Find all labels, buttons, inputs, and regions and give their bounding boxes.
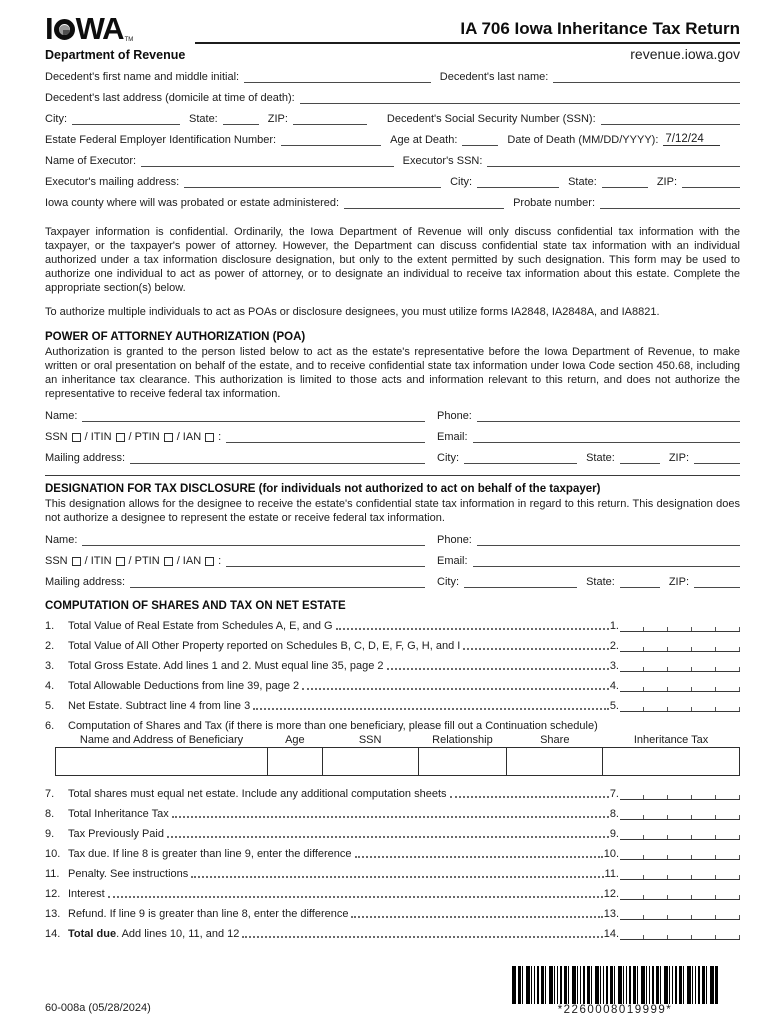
poa-id-itin-label: / ITIN xyxy=(84,431,112,443)
col-header-age: Age xyxy=(285,734,305,746)
line-number-right: 14. xyxy=(603,928,619,940)
poa-city-label: City: xyxy=(437,452,459,464)
line-4-amount-field[interactable] xyxy=(620,681,740,692)
line-number-right: 10. xyxy=(603,848,619,860)
dot-leader xyxy=(172,816,609,818)
line-label: . Add lines 10, 11, and 12 xyxy=(116,928,240,940)
disclosure-name-label: Name: xyxy=(45,534,78,546)
fein-label: Estate Federal Employer Identification Number: xyxy=(45,134,277,146)
confidentiality-paragraph: Taxpayer information is confidential. Ordinarily, the Iowa Department of Revenue will only discuss confidential tax information with the taxpayer, or the taxpayer's power of attorney. However, the Department can discuss confidential state tax information with an individual authorized under a tax information disclosure designation, but only to the extent permitted by such designation. This form may be used to authorize one individual to act as power of attorney, or to designate an individual to receive tax information about this estate. Complete the appropriate section(s) below. xyxy=(45,226,740,294)
line-number: 12. xyxy=(45,888,61,900)
dot-leader xyxy=(108,896,603,898)
disclosure-city-label: City: xyxy=(437,576,459,588)
executor-zip-field[interactable] xyxy=(682,177,740,188)
line-number-right: 2. xyxy=(609,640,619,652)
line-number: 13. xyxy=(45,908,61,920)
computation-line-2 xyxy=(45,640,740,652)
computation-line-14 xyxy=(45,928,740,940)
dot-leader xyxy=(302,688,609,690)
line-8-amount-field[interactable] xyxy=(620,809,740,820)
department-name: Department of Revenue xyxy=(45,48,186,62)
poa-state-label: State: xyxy=(586,452,615,464)
disclosure-state-label: State: xyxy=(586,576,615,588)
executor-ssn-label: Executor's SSN: xyxy=(402,155,483,167)
section-divider xyxy=(45,475,740,476)
disclosure-mailing-row xyxy=(45,576,740,588)
poa-id-number-field[interactable] xyxy=(226,432,425,443)
fein-death-row xyxy=(45,134,740,146)
dot-leader xyxy=(253,708,609,710)
county-field[interactable] xyxy=(344,198,504,209)
disclosure-ian-checkbox[interactable] xyxy=(205,557,214,566)
decedent-address-row xyxy=(45,92,740,104)
executor-city-field[interactable] xyxy=(477,177,559,188)
poa-city-field[interactable] xyxy=(464,453,577,464)
line-label: Total Gross Estate. Add lines 1 and 2. Must equal line 35, page 2 xyxy=(68,660,384,672)
executor-state-field[interactable] xyxy=(602,177,648,188)
decedent-first-name-field[interactable] xyxy=(244,72,431,83)
line-number-right: 8. xyxy=(609,808,619,820)
line-label: Tax due. If line 8 is greater than line 9, enter the difference xyxy=(68,848,352,860)
disclosure-id-row xyxy=(45,555,740,567)
computation-line-3 xyxy=(45,660,740,672)
disclosure-zip-field[interactable] xyxy=(694,577,740,588)
line-number: 3. xyxy=(45,660,55,672)
poa-ssn-checkbox[interactable] xyxy=(72,433,81,442)
disclosure-itin-checkbox[interactable] xyxy=(116,557,125,566)
disclosure-email-field[interactable] xyxy=(473,556,740,567)
line-1-amount-field[interactable] xyxy=(620,621,740,632)
header xyxy=(45,12,740,62)
line-13-amount-field[interactable] xyxy=(620,909,740,920)
executor-city-label: City: xyxy=(450,176,473,188)
fein-field[interactable] xyxy=(281,135,381,146)
computation-line-13 xyxy=(45,908,740,920)
poa-phone-label: Phone: xyxy=(437,410,472,422)
header-divider xyxy=(195,42,740,44)
line-2-amount-field[interactable] xyxy=(620,641,740,652)
line-number-right: 13. xyxy=(603,908,619,920)
line-11-amount-field[interactable] xyxy=(620,869,740,880)
disclosure-zip-label: ZIP: xyxy=(668,576,689,588)
barcode-icon xyxy=(512,966,718,1004)
poa-zip-label: ZIP: xyxy=(668,452,689,464)
disclosure-name-field[interactable] xyxy=(82,535,425,546)
disclosure-mailing-field[interactable] xyxy=(130,577,425,588)
poa-phone-field[interactable] xyxy=(477,411,740,422)
disclosure-ptin-checkbox[interactable] xyxy=(164,557,173,566)
dot-leader xyxy=(167,836,609,838)
computation-line-5 xyxy=(45,700,740,712)
line-number: 6. xyxy=(45,720,55,732)
line-10-amount-field[interactable] xyxy=(620,849,740,860)
dot-leader xyxy=(387,668,609,670)
disclosure-phone-field[interactable] xyxy=(477,535,740,546)
poa-mailing-row xyxy=(45,452,740,464)
computation-line-1 xyxy=(45,620,740,632)
poa-name-label: Name: xyxy=(45,410,78,422)
line-label: Net Estate. Subtract line 4 from line 3 xyxy=(68,700,251,712)
footer xyxy=(45,966,740,1016)
executor-address-label: Executor's mailing address: xyxy=(45,176,180,188)
poa-id-colon: : xyxy=(218,431,222,443)
form-number: 60-008a (05/28/2024) xyxy=(45,1002,151,1014)
logo-letters-wa: WA xyxy=(75,11,124,46)
beneficiary-relationship-cell[interactable] xyxy=(418,748,507,776)
poa-ian-checkbox[interactable] xyxy=(205,433,214,442)
probate-number-label: Probate number: xyxy=(513,197,595,209)
computation-line-7 xyxy=(45,788,740,800)
col-header-relationship: Relationship xyxy=(432,734,493,746)
disclosure-id-itin-label: / ITIN xyxy=(84,555,112,567)
col-header-inheritance-tax: Inheritance Tax xyxy=(633,734,709,746)
line-number-right: 1. xyxy=(609,620,619,632)
computation-line-11 xyxy=(45,868,740,880)
executor-state-label: State: xyxy=(568,176,597,188)
line-label: Total shares must equal net estate. Include any additional computation sheets xyxy=(68,788,447,800)
line-12-amount-field[interactable] xyxy=(620,889,740,900)
decedent-address-field[interactable] xyxy=(300,93,740,104)
line-number-right: 4. xyxy=(609,680,619,692)
line-label: Refund. If line 9 is greater than line 8, enter the difference xyxy=(68,908,349,920)
probate-number-field[interactable] xyxy=(600,198,740,209)
poa-email-label: Email: xyxy=(437,431,468,443)
line-7-amount-field[interactable] xyxy=(620,789,740,800)
line-number-right: 9. xyxy=(609,828,619,840)
beneficiary-age-cell[interactable] xyxy=(268,748,323,776)
executor-address-field[interactable] xyxy=(184,177,441,188)
disclosure-id-ptin-label: / PTIN xyxy=(128,555,160,567)
header-right xyxy=(195,19,740,62)
dot-leader xyxy=(355,856,603,858)
line-number: 11. xyxy=(45,868,60,880)
decedent-city-ssn-row xyxy=(45,113,740,125)
poa-section-body: Authorization is granted to the person listed below to act as the estate's representative before the Iowa Department of Revenue, to make written or oral presentation on behalf of the estate, and to receive confidential state tax information under Iowa Code section 450.68, including an inheritance tax clearance. This authorization is limited to those acts and information relevant to this return, and does not authorize the representative to receive federal tax information. xyxy=(45,346,740,400)
trademark-mark: TM xyxy=(124,37,134,43)
disclosure-id-colon: : xyxy=(218,555,222,567)
decedent-last-name-label: Decedent's last name: xyxy=(439,71,549,83)
line-number: 1. xyxy=(45,620,55,632)
poa-id-row xyxy=(45,431,740,443)
disclosure-state-field[interactable] xyxy=(620,577,660,588)
disclosure-section-body: This designation allows for the designee to receive the estate's confidential state tax information in regard to this return. This designation does not authorize a designee to represent the estate or receive federal tax information. xyxy=(45,498,740,524)
multiple-poa-paragraph: To authorize multiple individuals to act as POAs or disclosure designees, you must utilize forms IA2848, IA2848A, and IA8821. xyxy=(45,306,660,318)
poa-email-field[interactable] xyxy=(473,432,740,443)
line-number-right: 12. xyxy=(603,888,619,900)
decedent-address-label: Decedent's last address (domicile at time of death): xyxy=(45,92,295,104)
date-of-death-label: Date of Death (MM/DD/YYYY): xyxy=(507,134,659,146)
executor-name-field[interactable] xyxy=(141,156,394,167)
line-label: Total Value of Real Estate from Schedules A, E, and G xyxy=(68,620,333,632)
poa-section-heading: POWER OF ATTORNEY AUTHORIZATION (POA) xyxy=(45,331,306,343)
line-number: 8. xyxy=(45,808,55,820)
line-label: Total Allowable Deductions from line 39, page 2 xyxy=(68,680,300,692)
col-header-name-address: Name and Address of Beneficiary xyxy=(79,734,244,746)
poa-ptin-checkbox[interactable] xyxy=(164,433,173,442)
county-probate-row xyxy=(45,197,740,209)
beneficiary-tax-cell[interactable] xyxy=(603,748,740,776)
website-url: revenue.iowa.gov xyxy=(630,46,740,62)
dot-leader xyxy=(336,628,609,630)
disclosure-mailing-label: Mailing address: xyxy=(45,576,126,588)
decedent-first-name-label: Decedent's first name and middle initial: xyxy=(45,71,240,83)
decedent-state-field[interactable] xyxy=(223,114,259,125)
barcode-text: *2260008019999* xyxy=(557,1004,673,1016)
decedent-ssn-field[interactable] xyxy=(601,114,740,125)
zip-label: ZIP: xyxy=(267,113,288,125)
poa-state-field[interactable] xyxy=(620,453,660,464)
line-9-amount-field[interactable] xyxy=(620,829,740,840)
dot-leader xyxy=(351,916,602,918)
disclosure-id-number-field[interactable] xyxy=(226,556,425,567)
computation-line-6 xyxy=(45,720,740,732)
disclosure-name-row xyxy=(45,534,740,546)
line-number: 2. xyxy=(45,640,55,652)
poa-itin-checkbox[interactable] xyxy=(116,433,125,442)
line-14-amount-field[interactable] xyxy=(620,929,740,940)
poa-id-ssn-label: SSN xyxy=(45,431,68,443)
disclosure-id-ian-label: / IAN xyxy=(176,555,202,567)
decedent-last-name-field[interactable] xyxy=(553,72,740,83)
line-label: Penalty. See instructions xyxy=(68,868,189,880)
line-number: 10. xyxy=(45,848,61,860)
line-label: Total Value of All Other Property reported on Schedules B, C, D, E, F, G, H, and I xyxy=(68,640,461,652)
line-number-right: 3. xyxy=(609,660,619,672)
line-label: Total Inheritance Tax xyxy=(68,808,169,820)
line-number: 7. xyxy=(45,788,55,800)
line-label: Tax Previously Paid xyxy=(68,828,164,840)
col-header-ssn: SSN xyxy=(358,734,382,746)
disclosure-phone-label: Phone: xyxy=(437,534,472,546)
dot-leader xyxy=(450,796,609,798)
form-title: IA 706 Iowa Inheritance Tax Return xyxy=(460,19,740,38)
line-number-right: 5. xyxy=(609,700,619,712)
decedent-name-row xyxy=(45,71,740,83)
age-at-death-label: Age at Death: xyxy=(390,134,458,146)
line-label: Interest xyxy=(68,888,105,900)
barcode-block xyxy=(512,966,718,1016)
executor-address-row xyxy=(45,176,740,188)
line-number: 14. xyxy=(45,928,61,940)
state-label: State: xyxy=(189,113,218,125)
computation-line-8 xyxy=(45,808,740,820)
line-number: 5. xyxy=(45,700,55,712)
disclosure-section-heading: DESIGNATION FOR TAX DISCLOSURE (for individuals not authorized to act on behalf of the taxpayer) xyxy=(45,483,601,495)
disclosure-id-ssn-label: SSN xyxy=(45,555,68,567)
dot-leader xyxy=(463,648,608,650)
col-header-share: Share xyxy=(540,734,570,746)
executor-name-label: Name of Executor: xyxy=(45,155,137,167)
line-5-amount-field[interactable] xyxy=(620,701,740,712)
age-at-death-field[interactable] xyxy=(462,135,498,146)
dot-leader xyxy=(242,936,602,938)
decedent-city-field[interactable] xyxy=(72,114,180,125)
decedent-ssn-label: Decedent's Social Security Number (SSN): xyxy=(386,113,596,125)
county-label: Iowa county where will was probated or estate administered: xyxy=(45,197,340,209)
poa-name-field[interactable] xyxy=(82,411,425,422)
beneficiary-table-row xyxy=(56,748,740,776)
executor-ssn-field[interactable] xyxy=(487,156,740,167)
executor-zip-label: ZIP: xyxy=(656,176,677,188)
beneficiary-ssn-cell[interactable] xyxy=(322,748,418,776)
iowa-dome-icon xyxy=(54,19,75,40)
beneficiary-share-cell[interactable] xyxy=(507,748,603,776)
poa-zip-field[interactable] xyxy=(694,453,740,464)
poa-name-row xyxy=(45,410,740,422)
line-number-right: 7. xyxy=(609,788,619,800)
poa-id-ian-label: / IAN xyxy=(176,431,202,443)
poa-mailing-label: Mailing address: xyxy=(45,452,126,464)
computation-section-heading: COMPUTATION OF SHARES AND TAX ON NET ESTATE xyxy=(45,600,346,612)
computation-line-4 xyxy=(45,680,740,692)
logo-letter-i: I xyxy=(45,11,53,46)
line-3-amount-field[interactable] xyxy=(620,661,740,672)
dot-leader xyxy=(191,876,603,878)
decedent-zip-field[interactable] xyxy=(293,114,367,125)
disclosure-email-label: Email: xyxy=(437,555,468,567)
iowa-logo xyxy=(45,12,195,62)
date-of-death-field[interactable]: 7/12/24 xyxy=(663,133,719,146)
poa-id-ptin-label: / PTIN xyxy=(128,431,160,443)
disclosure-ssn-checkbox[interactable] xyxy=(72,557,81,566)
city-label: City: xyxy=(45,113,67,125)
beneficiary-table-header-row xyxy=(56,733,740,748)
computation-line-12 xyxy=(45,888,740,900)
line-number: 9. xyxy=(45,828,55,840)
computation-line-10 xyxy=(45,848,740,860)
line-number-right: 11. xyxy=(604,868,619,880)
line-label-bold: Total due xyxy=(68,928,117,940)
disclosure-city-field[interactable] xyxy=(464,577,577,588)
computation-line-9 xyxy=(45,828,740,840)
line-number: 4. xyxy=(45,680,55,692)
executor-name-row xyxy=(45,155,740,167)
poa-mailing-field[interactable] xyxy=(130,453,425,464)
beneficiary-table xyxy=(55,733,740,776)
line-label: Computation of Shares and Tax (if there is more than one beneficiary, please fill out a Continuation schedule) xyxy=(68,720,598,732)
beneficiary-name-cell[interactable] xyxy=(56,748,268,776)
